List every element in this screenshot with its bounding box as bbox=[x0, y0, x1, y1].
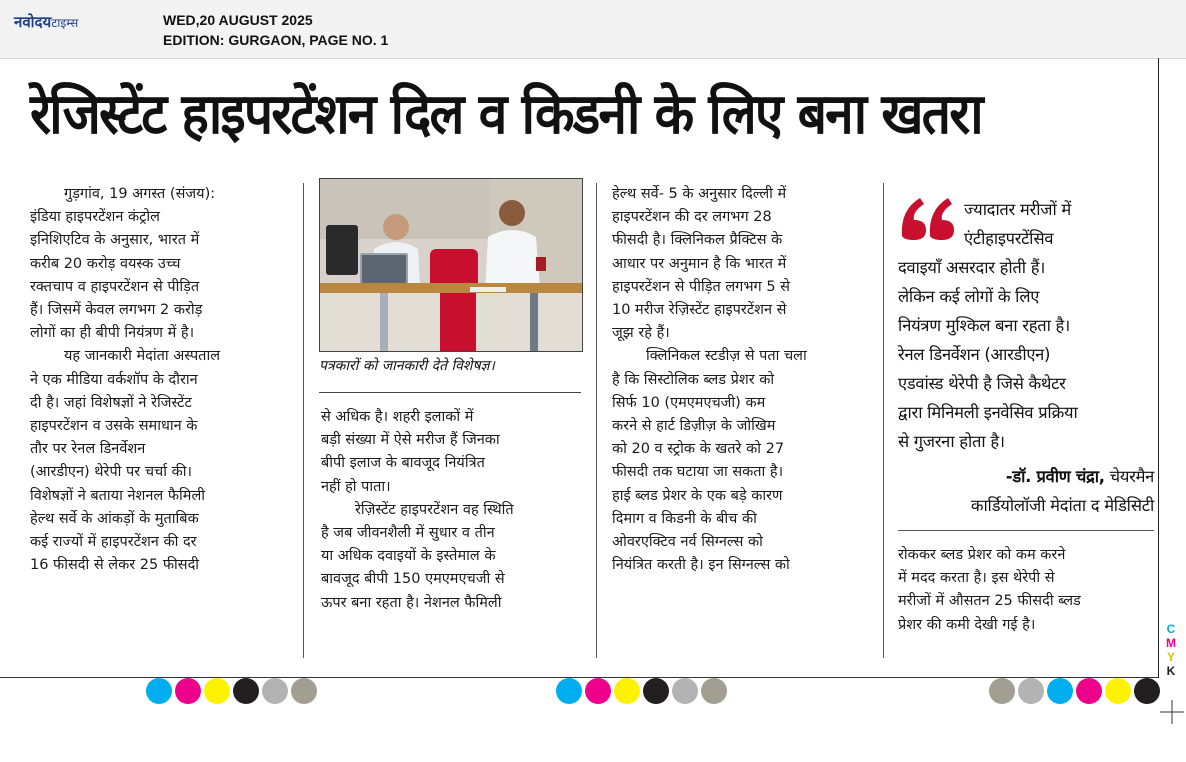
article-photo bbox=[319, 178, 583, 352]
logo-main: नवोदय bbox=[14, 13, 52, 31]
quote-line: से गुजरना होता है। bbox=[898, 432, 1005, 451]
article-text-line: रक्तचाप व हाइपरटेंशन से पीड़ित bbox=[30, 278, 200, 295]
article-headline: रेजिस्टेंट हाइपरटेंशन दिल व किडनी के लिए बना खतरा bbox=[30, 82, 982, 147]
article-column-1 bbox=[30, 183, 292, 577]
registration-dot bbox=[1018, 678, 1044, 704]
article-text-line: हाइपरटेंशन व उसके समाधान के bbox=[30, 418, 198, 435]
article-text-line: प्रेशर की कमी देखी गई है। bbox=[898, 616, 1036, 633]
quote-author-name: -डॉ. प्रवीण चंद्रा, bbox=[1005, 467, 1105, 486]
registration-dot bbox=[585, 678, 611, 704]
registration-dot bbox=[556, 678, 582, 704]
column-divider-2 bbox=[596, 183, 597, 658]
article-text-line: दिमाग व किडनी के बीच की bbox=[612, 510, 757, 527]
registration-dot bbox=[291, 678, 317, 704]
column-divider-1 bbox=[303, 183, 304, 658]
cmyk-letter: C bbox=[1166, 622, 1176, 636]
experts-photo-illustration bbox=[320, 179, 582, 351]
article-text-line: नहीं हो पाता। bbox=[321, 478, 391, 495]
article-text-line: है कि सिस्टोलिक ब्लड प्रेशर को bbox=[612, 371, 775, 388]
registration-dot bbox=[175, 678, 201, 704]
quote-author-title-2: कार्डियोलॉजी मेदांता द मेडिसिटी bbox=[970, 496, 1154, 515]
article-text-line: या अधिक दवाइयों के इस्तेमाल के bbox=[321, 548, 496, 565]
registration-mark-icon bbox=[1160, 700, 1184, 724]
edition-date: WED,20 AUGUST 2025 bbox=[163, 12, 313, 28]
quote-author-title-1: चेयरमैन bbox=[1104, 467, 1154, 486]
cmyk-label bbox=[1164, 622, 1178, 678]
article-text-line: बावजूद बीपी 150 एमएमएचजी से bbox=[321, 571, 505, 588]
edition-meta bbox=[163, 10, 388, 50]
quote-line: ज्यादातर मरीजों में bbox=[964, 200, 1071, 219]
cmyk-letter: K bbox=[1166, 664, 1176, 678]
article-text-line: हेल्थ सर्वे के आंकड़ों के मुताबिक bbox=[30, 510, 199, 527]
article-text-line: करीब 20 करोड़ वयस्क उच्च bbox=[30, 255, 181, 272]
article-text-line: (आरडीएन) थेरेपी पर चर्चा की। bbox=[30, 464, 192, 481]
registration-dot bbox=[1047, 678, 1073, 704]
article-text-line: हाई ब्लड प्रेशर के एक बड़े कारण bbox=[612, 487, 783, 504]
article-text-line: ने एक मीडिया वर्कशॉप के दौरान bbox=[30, 371, 198, 388]
article-text-line: में मदद करता है। इस थेरेपी से bbox=[898, 570, 1055, 587]
registration-dot bbox=[1105, 678, 1131, 704]
article-text-line: आधार पर अनुमान है कि भारत में bbox=[612, 255, 787, 272]
quote-bottom-rule bbox=[898, 530, 1154, 531]
article-text-line: नियंत्रित करती है। इन सिग्नल्स को bbox=[612, 557, 790, 574]
article-text-line: हाइपरटेंशन की दर लगभग 28 bbox=[612, 209, 772, 226]
article-text-line: से अधिक है। शहरी इलाकों में bbox=[321, 409, 474, 425]
quote-line: एंटीहाइपरटेंसिव bbox=[964, 229, 1054, 248]
edition-page: EDITION: GURGAON, PAGE NO. 1 bbox=[163, 32, 389, 48]
color-registration-dots-right bbox=[989, 678, 1160, 706]
article-text-line: सिर्फ 10 (एमएमएचजी) कम bbox=[612, 394, 766, 411]
article-text-line: जूझ रहे हैं। bbox=[612, 325, 670, 342]
article-text-line: रोककर ब्लड प्रेशर को कम करने bbox=[898, 547, 1066, 563]
registration-dot bbox=[989, 678, 1015, 704]
registration-dot bbox=[672, 678, 698, 704]
cmyk-letter: M bbox=[1166, 636, 1176, 650]
article-text-line: इंडिया हाइपरटेंशन कंट्रोल bbox=[30, 209, 161, 226]
cmyk-letter: Y bbox=[1166, 650, 1175, 664]
caption-underline bbox=[319, 392, 581, 393]
article-text-line: क्लिनिकल स्टडीज़ से पता चला bbox=[646, 348, 807, 365]
color-registration-dots-left bbox=[146, 678, 317, 706]
quote-line: नियंत्रण मुश्किल बना रहता है। bbox=[898, 316, 1070, 335]
quote-line: एडवांस्ड थेरेपी है जिसे कैथेटर bbox=[898, 374, 1066, 393]
article-text-line: ऊपर बना रहता है। नेशनल फैमिली bbox=[321, 594, 502, 611]
pull-quote bbox=[898, 195, 1154, 456]
registration-dot bbox=[146, 678, 172, 704]
article-text-line: बड़ी संख्या में ऐसे मरीज हैं जिनका bbox=[321, 432, 500, 449]
article-text-line: ओवरएक्टिव नर्व सिग्नल्स को bbox=[612, 534, 763, 551]
article-text-line: लोगों का ही बीपी नियंत्रण में है। bbox=[30, 325, 195, 342]
article-text-line: यह जानकारी मेदांता अस्पताल bbox=[64, 348, 221, 365]
article-text-line: इनिशिएटिव के अनुसार, भारत में bbox=[30, 232, 200, 249]
article-column-4 bbox=[898, 544, 1154, 637]
article-text-line: फीसदी तक घटाया जा सकता है। bbox=[612, 464, 784, 481]
registration-dot bbox=[701, 678, 727, 704]
article-text-line: बीपी इलाज के बावजूद नियंत्रित bbox=[321, 455, 485, 472]
quote-author bbox=[898, 462, 1154, 520]
article-text-line: गुड़गांव, 19 अगस्त (संजय): bbox=[64, 186, 216, 202]
masthead-bar bbox=[0, 0, 1186, 59]
registration-dot bbox=[614, 678, 640, 704]
registration-dot bbox=[1134, 678, 1160, 704]
registration-dot bbox=[643, 678, 669, 704]
page-right-rule bbox=[1158, 58, 1159, 678]
quote-line: रेनल डिनर्वेशन (आरडीएन) bbox=[898, 345, 1051, 364]
article-text-line: कई राज्यों में हाइपरटेंशन की दर bbox=[30, 534, 197, 551]
article-text-line: 10 मरीज रेज़िस्टेंट हाइपरटेंशन से bbox=[612, 302, 787, 319]
registration-dot bbox=[233, 678, 259, 704]
article-text-line: है जब जीवनशैली में सुधार व तीन bbox=[321, 525, 495, 542]
article-text-line: मरीजों में औसतन 25 फीसदी ब्लड bbox=[898, 593, 1081, 610]
article-text-line: 16 फीसदी से लेकर 25 फीसदी bbox=[30, 557, 200, 574]
article-text-line: को 20 व स्ट्रोक के खतरे को 27 bbox=[612, 441, 785, 458]
quote-line: दवाइयाँ असरदार होती हैं। bbox=[898, 258, 1046, 277]
article-text-line: हेल्थ सर्वे- 5 के अनुसार दिल्ली में bbox=[612, 186, 787, 202]
quote-line: लेकिन कई लोगों के लिए bbox=[898, 287, 1040, 306]
registration-dot bbox=[1076, 678, 1102, 704]
newspaper-logo bbox=[14, 12, 78, 32]
logo-sub: टाइम्स bbox=[51, 16, 79, 30]
article-text-line: दी है। जहां विशेषज्ञों ने रेजिस्टेंट bbox=[30, 394, 192, 411]
article-text-line: फीसदी है। क्लिनिकल प्रैक्टिस के bbox=[612, 232, 783, 249]
article-column-3 bbox=[612, 183, 870, 577]
article-text-line: विशेषज्ञों ने बताया नेशनल फैमिली bbox=[30, 487, 206, 504]
article-text-line: करने से हार्ट डिज़ीज़ के जोखिम bbox=[612, 418, 776, 435]
photo-caption: पत्रकारों को जानकारी देते विशेषज्ञ। bbox=[319, 358, 495, 374]
article-column-2 bbox=[321, 406, 581, 615]
color-registration-dots-center bbox=[556, 678, 727, 706]
column-divider-3 bbox=[883, 183, 884, 658]
article-text-line: तौर पर रेनल डिनर्वेशन bbox=[30, 441, 146, 458]
registration-dot bbox=[204, 678, 230, 704]
registration-dot bbox=[262, 678, 288, 704]
article-text-line: रेज़िस्टेंट हाइपरटेंशन वह स्थिति bbox=[355, 501, 514, 518]
quote-line: द्वारा मिनिमली इनवेसिव प्रक्रिया bbox=[898, 403, 1078, 422]
article-text-line: हैं। जिसमें केवल लगभग 2 करोड़ bbox=[30, 302, 203, 319]
article-text-line: हाइपरटेंशन से पीड़ित लगभग 5 से bbox=[612, 278, 790, 295]
